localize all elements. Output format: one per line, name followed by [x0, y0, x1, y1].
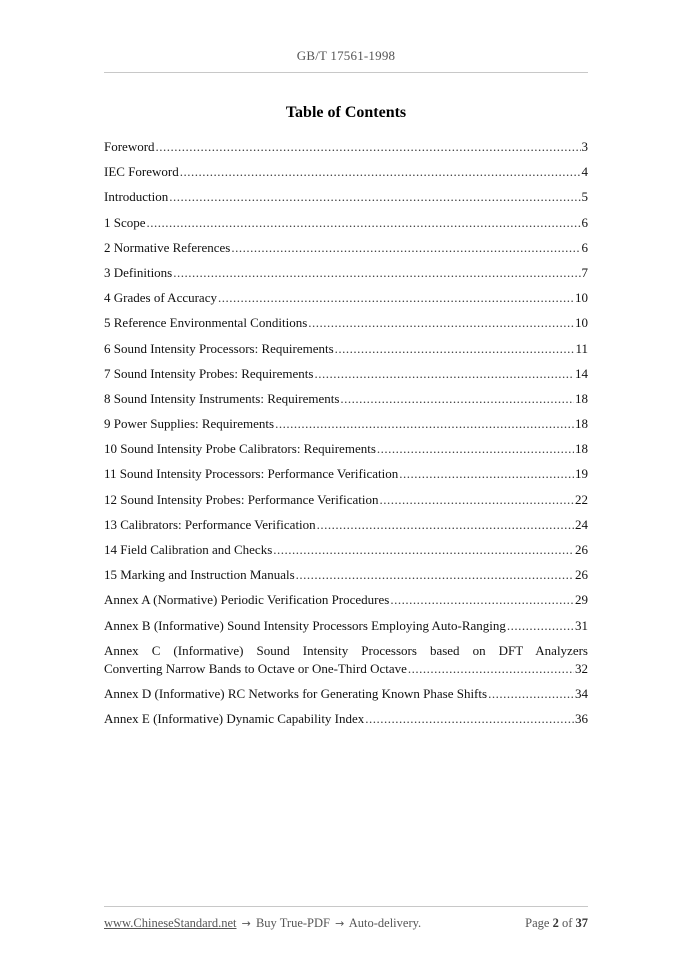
- toc-entry-page: 18: [575, 416, 588, 432]
- delivery-text: Auto-delivery.: [348, 916, 422, 930]
- toc-entry[interactable]: [104, 685, 588, 710]
- toc-leader-dots: [377, 440, 574, 458]
- toc-entry-page: 6: [581, 239, 588, 255]
- toc-entry-page: 4: [581, 164, 588, 180]
- toc-leader-dots: [275, 415, 574, 433]
- toc-entry[interactable]: [104, 591, 588, 616]
- toc-entry[interactable]: [104, 516, 588, 541]
- toc-entry-page: 10: [575, 315, 588, 331]
- of-word: of: [561, 916, 573, 930]
- page-indicator: [525, 916, 588, 931]
- toc-leader-dots: [317, 516, 574, 534]
- toc-entry-page: 22: [575, 491, 588, 507]
- toc-entry-label: 1 Scope: [104, 214, 146, 230]
- toc-entry[interactable]: [104, 415, 588, 440]
- toc-entry[interactable]: [104, 566, 588, 591]
- toc-entry-page: 10: [575, 290, 588, 306]
- toc-leader-dots: [173, 264, 580, 282]
- toc-entry-label: Annex A (Normative) Periodic Verification Procedures: [104, 592, 390, 608]
- toc-entry-label: 13 Calibrators: Performance Verification: [104, 516, 316, 532]
- toc-entry[interactable]: [104, 617, 588, 642]
- toc-entry-page: 5: [581, 189, 588, 205]
- toc-leader-dots: [273, 541, 574, 559]
- page-current: 2: [552, 916, 559, 930]
- footer: [104, 916, 588, 931]
- toc-leader-dots: [365, 710, 574, 728]
- page-total: 37: [575, 916, 588, 930]
- toc-leader-dots: [507, 617, 574, 635]
- toc-entry[interactable]: [104, 465, 588, 490]
- toc-entry-label: 5 Reference Environmental Conditions: [104, 315, 308, 331]
- running-header: GB/T 17561-1998: [296, 48, 396, 63]
- toc-leader-dots: [408, 660, 574, 678]
- toc-leader-dots: [380, 491, 574, 509]
- toc-entry-page: 18: [575, 390, 588, 406]
- toc-entry-label: 6 Sound Intensity Processors: Requirements: [104, 340, 334, 356]
- toc-entry-page: 11: [575, 340, 588, 356]
- toc-entry-label: IEC Foreword: [104, 164, 179, 180]
- toc-entry-label: 14 Field Calibration and Checks: [104, 542, 273, 557]
- toc-entry-page: 36: [575, 710, 588, 726]
- toc-entry[interactable]: [104, 390, 588, 415]
- toc-title: Table of Contents: [285, 104, 407, 121]
- toc-entry[interactable]: [104, 314, 588, 339]
- toc-entry-label: 15 Marking and Instruction Manuals: [104, 567, 295, 583]
- toc-entry-label: Annex D (Informative) RC Networks for Generating Known Phase Shifts: [104, 685, 488, 701]
- arrow-right-icon: →: [241, 917, 251, 930]
- toc-leader-dots: [180, 163, 581, 181]
- toc-leader-dots: [231, 239, 580, 257]
- toc-leader-dots: [335, 340, 575, 358]
- table-of-contents: [104, 138, 588, 735]
- footer-divider: [104, 906, 588, 907]
- toc-entry[interactable]: [104, 138, 588, 163]
- page-word: Page: [525, 916, 550, 930]
- toc-entry[interactable]: [104, 163, 588, 188]
- arrow-right-icon: →: [335, 917, 345, 930]
- toc-leader-dots: [314, 365, 574, 383]
- toc-entry-label: 12 Sound Intensity Probes: Performance Verification: [104, 491, 379, 507]
- toc-entry-label: Annex E (Informative) Dynamic Capability Index: [104, 710, 365, 726]
- toc-leader-dots: [156, 138, 581, 156]
- toc-entry-label: Annex B (Informative) Sound Intensity Processors Employing Auto-Ranging: [104, 617, 506, 633]
- toc-entry-annex-c[interactable]: [104, 642, 588, 685]
- toc-entry-page: 29: [575, 592, 588, 608]
- toc-entry-page: 18: [575, 441, 588, 457]
- toc-entry-label: 4 Grades of Accuracy: [104, 290, 217, 306]
- toc-leader-dots: [296, 566, 574, 584]
- toc-entry-page: 14: [575, 365, 588, 381]
- toc-entry[interactable]: [104, 264, 588, 289]
- toc-entry[interactable]: [104, 239, 588, 264]
- toc-entry-page: 7: [581, 264, 588, 280]
- toc-leader-dots: [399, 465, 574, 483]
- toc-entry-label: 3 Definitions: [104, 264, 173, 280]
- toc-entry[interactable]: [104, 365, 588, 390]
- toc-entry-page: 3: [581, 139, 588, 154]
- buy-text: Buy True-PDF: [255, 916, 330, 930]
- toc-entry-label: 10 Sound Intensity Probe Calibrators: Requirements: [104, 441, 376, 457]
- toc-entry[interactable]: [104, 541, 588, 566]
- toc-leader-dots: [488, 685, 574, 703]
- toc-entry[interactable]: [104, 491, 588, 516]
- toc-leader-dots: [340, 390, 574, 408]
- toc-entry-label-continued: Converting Narrow Bands to Octave or One-Third Octave: [104, 660, 407, 676]
- toc-leader-dots: [390, 591, 574, 609]
- toc-entry-label: 7 Sound Intensity Probes: Requirements: [104, 365, 314, 381]
- header-divider: [104, 72, 588, 73]
- toc-entry-label: 2 Normative References: [104, 239, 231, 255]
- toc-leader-dots: [308, 314, 574, 332]
- toc-entry-page: 19: [575, 466, 588, 482]
- toc-entry[interactable]: [104, 188, 588, 213]
- toc-entry[interactable]: [104, 340, 588, 365]
- toc-entry-label: 11 Sound Intensity Processors: Performance Verification: [104, 466, 399, 482]
- toc-entry[interactable]: [104, 440, 588, 465]
- footer-promo: [104, 916, 421, 931]
- toc-entry-page: 34: [575, 685, 588, 701]
- toc-entry[interactable]: [104, 710, 588, 735]
- toc-entry[interactable]: [104, 214, 588, 239]
- site-link[interactable]: www.ChineseStandard.net: [104, 916, 237, 930]
- toc-entry-page: 6: [581, 214, 588, 230]
- toc-entry-label: Foreword: [104, 139, 155, 154]
- toc-entry-page: 26: [575, 542, 588, 557]
- toc-entry-label: Introduction: [104, 189, 169, 205]
- toc-entry-page: 26: [575, 567, 588, 583]
- toc-entry-label: 8 Sound Intensity Instruments: Requirements: [104, 390, 340, 406]
- toc-entry-page: 24: [575, 516, 588, 532]
- toc-leader-dots: [147, 214, 581, 232]
- toc-leader-dots: [169, 188, 580, 206]
- toc-entry-label: 9 Power Supplies: Requirements: [104, 416, 275, 432]
- toc-entry-label: Annex C (Informative) Sound Intensity Processors based on DFT Analyzers: [104, 642, 588, 658]
- toc-entry[interactable]: [104, 289, 588, 314]
- toc-entry-page: 32: [575, 660, 588, 676]
- toc-entry-page: 31: [575, 617, 588, 633]
- toc-leader-dots: [218, 289, 574, 307]
